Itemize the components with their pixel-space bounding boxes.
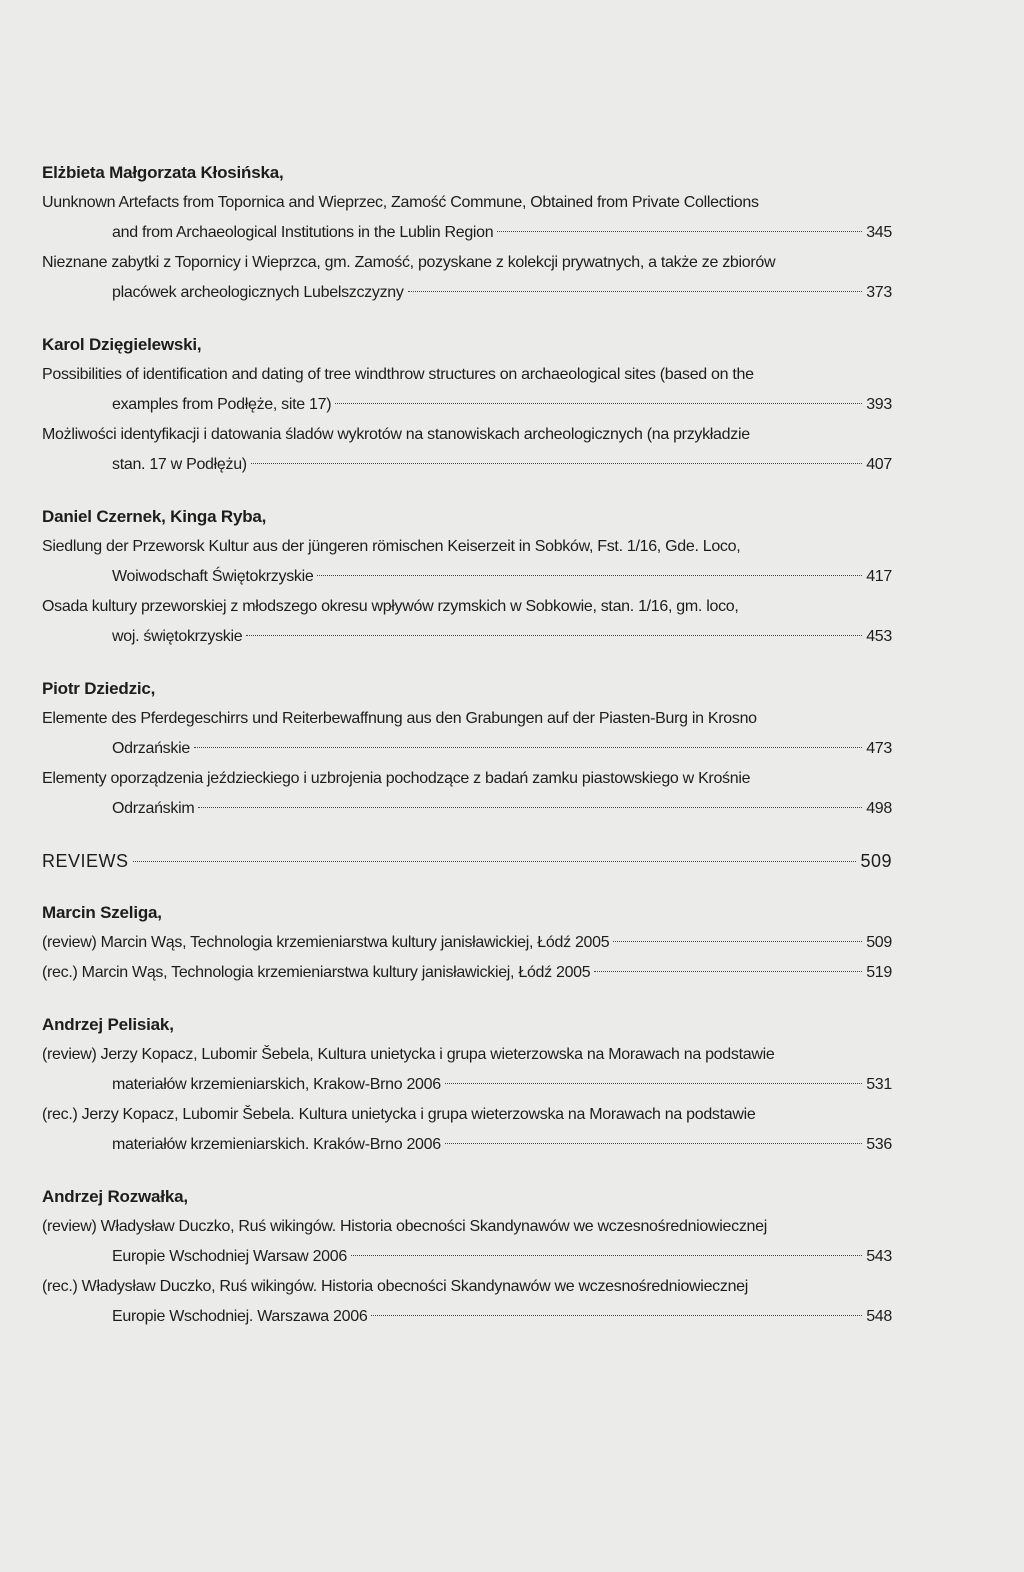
entry-title-line: Możliwości identyfikacji i datowania śladów wykrotów na stanowiskach archeologicznych (na przykładzie bbox=[42, 426, 750, 443]
toc-entry bbox=[42, 360, 892, 420]
entry-title-continuation: materiałów krzemieniarskich, Krakow-Brno 2006 bbox=[112, 1076, 441, 1093]
page-number: 373 bbox=[866, 284, 892, 301]
leader-dots bbox=[251, 463, 862, 464]
leader-dots bbox=[408, 291, 863, 292]
toc-entry bbox=[42, 592, 892, 652]
page-number: 417 bbox=[866, 568, 892, 585]
toc-entry bbox=[42, 704, 892, 764]
leader-dots bbox=[335, 403, 862, 404]
toc-entry bbox=[42, 188, 892, 248]
page-number: 536 bbox=[866, 1136, 892, 1153]
page-number: 498 bbox=[866, 800, 892, 817]
entry-title-line: Osada kultury przeworskiej z młodszego okresu wpływów rzymskich w Sobkowie, stan. 1/16, gm. loco, bbox=[42, 598, 739, 615]
page-number: 473 bbox=[866, 740, 892, 757]
entry-title-continuation: materiałów krzemieniarskich. Kraków-Brno 2006 bbox=[112, 1136, 441, 1153]
leader-dots bbox=[371, 1315, 862, 1316]
page-number: 543 bbox=[866, 1248, 892, 1265]
leader-dots bbox=[594, 971, 862, 972]
toc-entry bbox=[42, 958, 892, 988]
entry-title-line: Possibilities of identification and dating of tree windthrow structures on archaeological sites (based on the bbox=[42, 366, 754, 383]
page-number: 509 bbox=[866, 934, 892, 951]
review-section bbox=[42, 1010, 892, 1160]
entry-title-continuation: Europie Wschodniej. Warszawa 2006 bbox=[112, 1308, 368, 1325]
author-name: Daniel Czernek, Kinga Ryba, bbox=[42, 507, 267, 526]
author-name: Andrzej Rozwałka, bbox=[42, 1187, 188, 1206]
author-name: Andrzej Pelisiak, bbox=[42, 1015, 174, 1034]
leader-dots bbox=[445, 1143, 862, 1144]
reviews-label: REVIEWS bbox=[42, 851, 129, 871]
leader-dots bbox=[445, 1083, 862, 1084]
toc-section bbox=[42, 330, 892, 480]
toc-section bbox=[42, 674, 892, 824]
leader-dots bbox=[613, 941, 862, 942]
entry-title-line: Elementy oporządzenia jeździeckiego i uzbrojenia pochodzące z badań zamku piastowskiego w Krośnie bbox=[42, 770, 751, 787]
entry-title-continuation: Woiwodschaft Świętokrzyskie bbox=[112, 568, 314, 585]
toc-entry bbox=[42, 1212, 892, 1272]
author-name: Elżbieta Małgorzata Kłosińska, bbox=[42, 163, 284, 182]
entry-title-line: (rec.) Władysław Duczko, Ruś wikingów. Historia obecności Skandynawów we wczesnośredniowiecznej bbox=[42, 1278, 749, 1295]
leader-dots bbox=[194, 747, 862, 748]
toc-entry bbox=[42, 1100, 892, 1160]
toc-entry bbox=[42, 420, 892, 480]
entry-title-continuation: woj. świętokrzyskie bbox=[112, 628, 243, 645]
page-number: 407 bbox=[866, 456, 892, 473]
toc-section bbox=[42, 502, 892, 652]
review-section bbox=[42, 1182, 892, 1332]
toc-entry bbox=[42, 1040, 892, 1100]
table-of-contents bbox=[42, 158, 892, 1354]
entry-title-line: (review) Jerzy Kopacz, Lubomir Šebela, Kultura unietycka i grupa wieterzowska na Morawach na podstawie bbox=[42, 1046, 775, 1063]
author-name: Karol Dzięgielewski, bbox=[42, 335, 202, 354]
leader-dots bbox=[133, 861, 857, 862]
toc-entry bbox=[42, 532, 892, 592]
entry-title-continuation: and from Archaeological Institutions in the Lublin Region bbox=[112, 224, 494, 241]
review-section bbox=[42, 898, 892, 988]
page-number: 453 bbox=[866, 628, 892, 645]
toc-entry bbox=[42, 764, 892, 824]
entry-title-continuation: Europie Wschodniej Warsaw 2006 bbox=[112, 1248, 347, 1265]
toc-entry bbox=[42, 928, 892, 958]
leader-dots bbox=[317, 575, 862, 576]
entry-title-line: Elemente des Pferdegeschirrs und Reiterbewaffnung aus den Grabungen auf der Piasten-Burg in Krosno bbox=[42, 710, 757, 727]
toc-section bbox=[42, 158, 892, 308]
entry-title: (review) Marcin Wąs, Technologia krzemieniarstwa kultury janisławickiej, Łódź 2005 bbox=[42, 934, 610, 951]
page-number: 509 bbox=[860, 851, 892, 871]
leader-dots bbox=[497, 231, 862, 232]
entry-title-line: Siedlung der Przeworsk Kultur aus der jüngeren römischen Keiserzeit in Sobków, Fst. 1/16, Gde. Loco, bbox=[42, 538, 741, 555]
entry-title-line: (review) Władysław Duczko, Ruś wikingów. Historia obecności Skandynawów we wczesnośredniowiecznej bbox=[42, 1218, 767, 1235]
author-name: Piotr Dziedzic, bbox=[42, 679, 156, 698]
page-number: 393 bbox=[866, 396, 892, 413]
page-number: 531 bbox=[866, 1076, 892, 1093]
page-number: 548 bbox=[866, 1308, 892, 1325]
entry-title-continuation: Odrzańskie bbox=[112, 740, 190, 757]
leader-dots bbox=[351, 1255, 862, 1256]
entry-title: (rec.) Marcin Wąs, Technologia krzemieniarstwa kultury janisławickiej, Łódź 2005 bbox=[42, 964, 591, 981]
entry-title-continuation: stan. 17 w Podłężu) bbox=[112, 456, 247, 473]
entry-title-continuation: placówek archeologicznych Lubelszczyzny bbox=[112, 284, 404, 301]
page-number: 345 bbox=[866, 224, 892, 241]
leader-dots bbox=[246, 635, 862, 636]
reviews-heading bbox=[42, 846, 892, 876]
page-number: 519 bbox=[866, 964, 892, 981]
toc-entry bbox=[42, 1272, 892, 1332]
entry-title-continuation: examples from Podłęże, site 17) bbox=[112, 396, 332, 413]
toc-entry bbox=[42, 248, 892, 308]
entry-title-continuation: Odrzańskim bbox=[112, 800, 195, 817]
entry-title-line: (rec.) Jerzy Kopacz, Lubomir Šebela. Kultura unietycka i grupa wieterzowska na Morawach na podstawie bbox=[42, 1106, 756, 1123]
entry-title-line: Uunknown Artefacts from Topornica and Wieprzec, Zamość Commune, Obtained from Private Collections bbox=[42, 194, 759, 211]
entry-title-line: Nieznane zabytki z Topornicy i Wieprzca, gm. Zamość, pozyskane z kolekcji prywatnych, a także ze zbiorów bbox=[42, 254, 776, 271]
leader-dots bbox=[198, 807, 862, 808]
author-name: Marcin Szeliga, bbox=[42, 903, 162, 922]
